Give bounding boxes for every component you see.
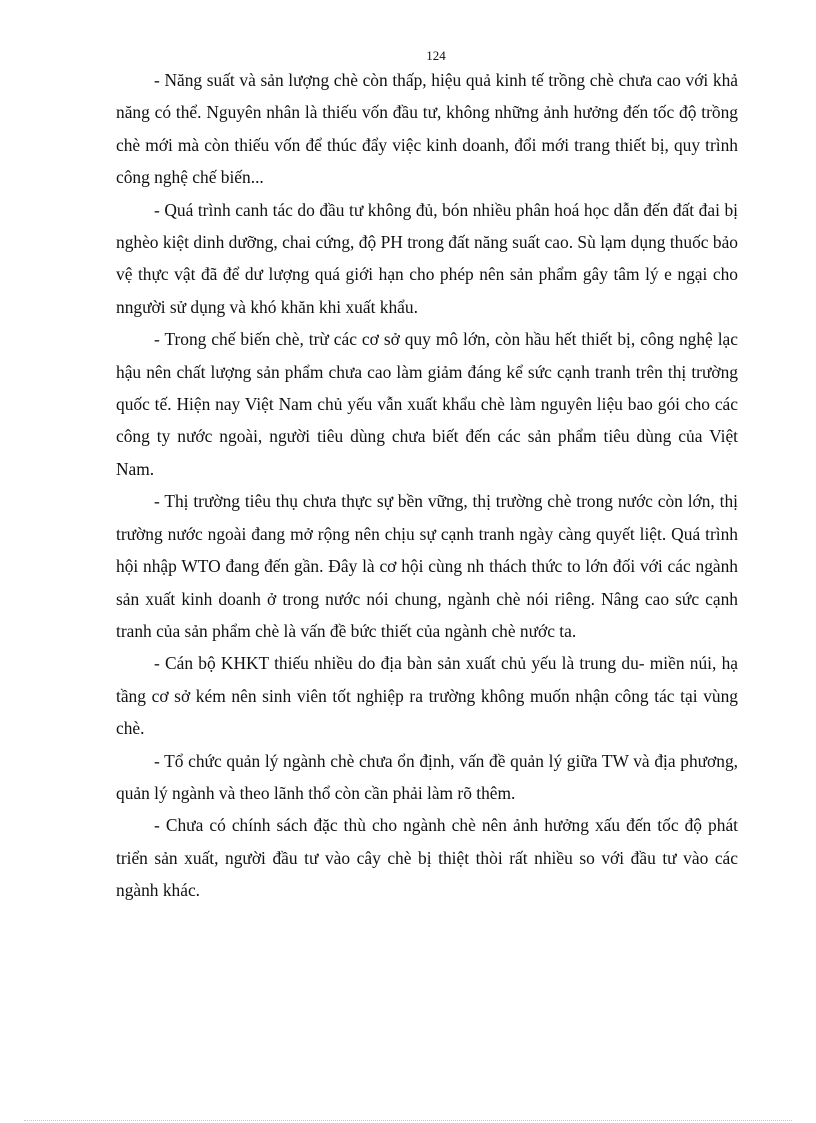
- paragraph-market: - Thị trường tiêu thụ chưa thực sự bền vững, thị trường chè trong nước còn lớn, thị trường nước ngoài đang mở rộng nên chịu sự cạnh tranh ngày càng quyết liệt. Quá trình hội nhập WTO đang đến gần. Đây là cơ hội cùng nh thách thức to lớn đối với các ngành sản xuất kinh doanh ở trong nước nói chung, ngành chè nói riêng. Nâng cao sức cạnh tranh của sản phẩm chè là vấn đề bức thiết của ngành chè nước ta.: [116, 491, 738, 641]
- page-number: 124: [426, 48, 446, 63]
- paragraph-productivity: - Năng suất và sản lượng chè còn thấp, hiệu quả kinh tế trồng chè chưa cao với khả năng có thể. Nguyên nhân là thiếu vốn đầu tư, không những ảnh hưởng đến tốc độ trồng chè mới mà còn thiếu vốn để thúc đẩy việc kinh doanh, đổi mới trang thiết bị, quy trình công nghệ chế biến...: [116, 70, 738, 188]
- paragraph-management: - Tổ chức quản lý ngành chè chưa ổn định, vấn đề quản lý giữa TW và địa phương, quản lý ngành và theo lãnh thổ còn cần phải làm rõ thêm.: [116, 750, 738, 803]
- paragraph-cultivation: - Quá trình canh tác do đầu tư không đủ, bón nhiều phân hoá học dẫn đến đất đai bị nghèo kiệt dinh dưỡng, chai cứng, độ PH trong đất năng suất cao. Sù lạm dụng thuốc bảo vệ thực vật đã để dư lượng quá giới hạn cho phép nên sản phẩm gây tâm lý e ngại cho nngười sử dụng và khó khăn khi xuất khẩu.: [116, 199, 738, 317]
- page-bottom-divider: [24, 1120, 792, 1121]
- paragraph-staff: - Cán bộ KHKT thiếu nhiều do địa bàn sản xuất chủ yếu là trung du- miền núi, hạ tầng cơ sở kém nên sinh viên tốt nghiệp ra trường không muốn nhận công tác tại vùng chè.: [116, 653, 738, 739]
- paragraph-policy: - Chưa có chính sách đặc thù cho ngành chè nên ảnh hưởng xấu đến tốc độ phát triển sản xuất, người đầu tư vào cây chè bị thiệt thòi rất nhiều so với đầu tư vào các ngành khác.: [116, 815, 738, 901]
- body-text: [116, 64, 738, 907]
- paragraph-processing: - Trong chế biến chè, trừ các cơ sở quy mô lớn, còn hầu hết thiết bị, công nghệ lạc hậu nên chất lượng sản phẩm chưa cao làm giảm đáng kể sức cạnh tranh trên thị trường quốc tế. Hiện nay Việt Nam chủ yếu vẫn xuất khẩu chè làm nguyên liệu bao gói cho các công ty nước ngoài, người tiêu dùng chưa biết đến các sản phẩm tiêu dùng của Việt Nam.: [116, 329, 738, 479]
